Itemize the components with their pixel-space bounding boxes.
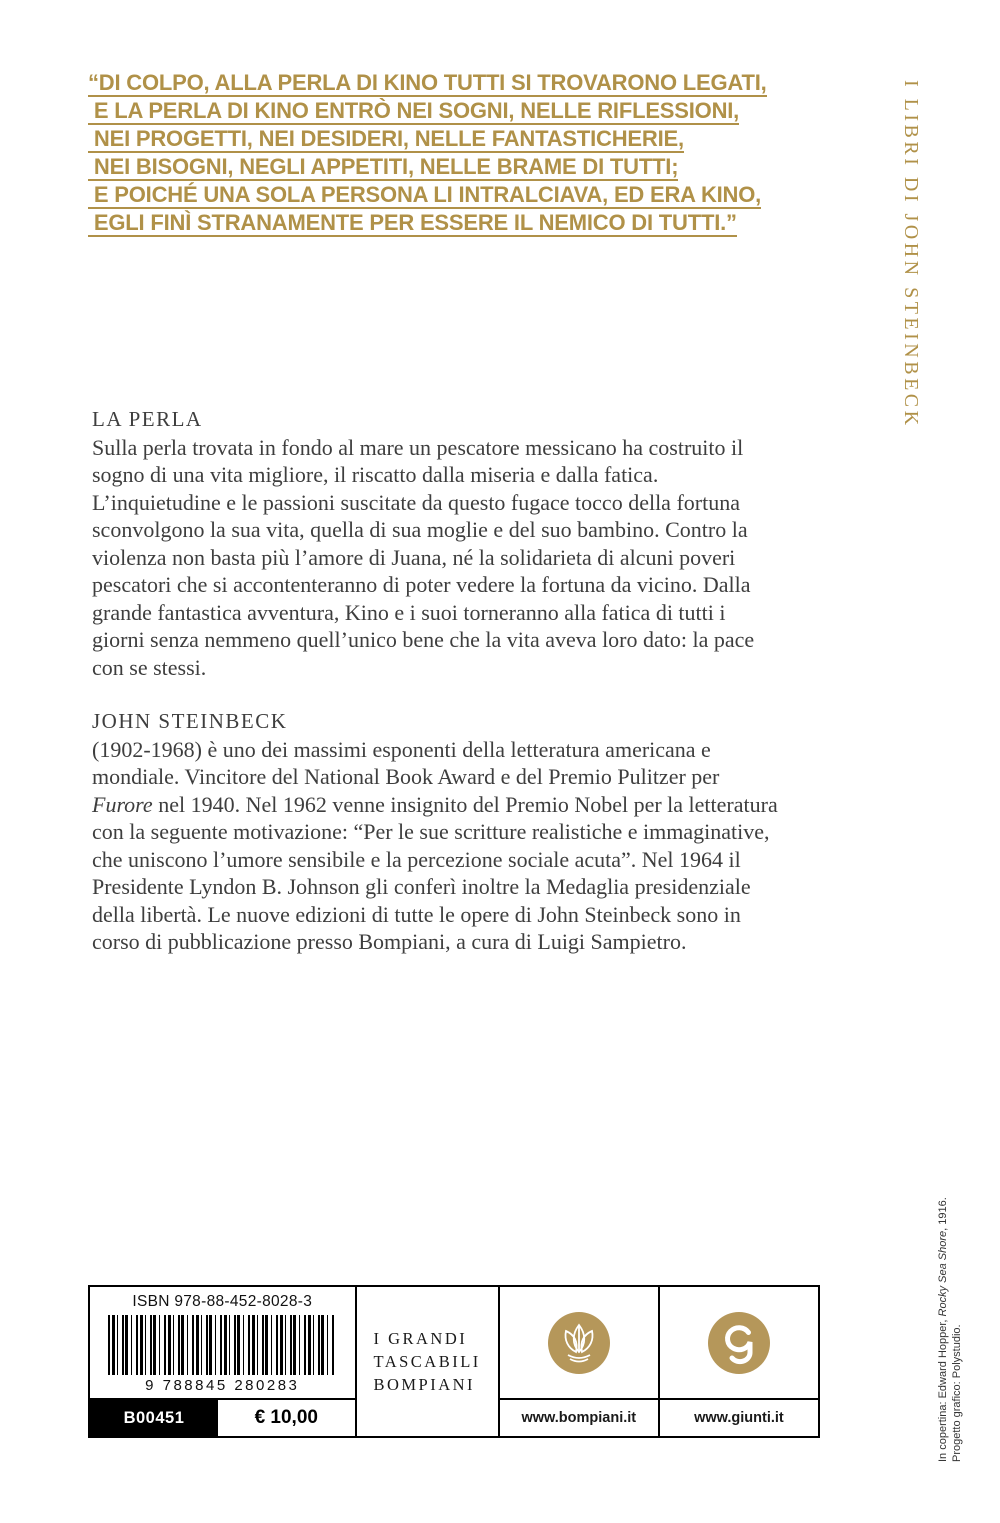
giunti-column (658, 1287, 818, 1436)
giunti-logo-area (660, 1287, 818, 1398)
isbn-label: ISBN 978-88-452-8028-3 (132, 1293, 313, 1310)
author-bio-pre: (1902-1968) è uno dei massimi esponenti della letteratura americana e mondiale. Vincitore del National Book Award e del Premio Pulitzer per (92, 736, 720, 789)
book-title: LA PERLA (92, 407, 203, 431)
imprint-line-1: I GRANDI (373, 1329, 468, 1348)
credits-line-1-pre: In copertina: Edward Hopper, (937, 1316, 949, 1462)
imprint-line-3: BOMPIANI (373, 1375, 476, 1394)
credits-artwork-title: Rocky Sea Shore (937, 1230, 949, 1317)
bompiani-logo-icon (548, 1312, 610, 1374)
isbn-column (90, 1287, 355, 1436)
credits-line-1 (936, 1184, 950, 1462)
book-synopsis: Sulla perla trovata in fondo al mare un pescatore messicano ha costruito il sogno di una vita migliore, il riscatto dalla miseria e dalla fatica. L’inquietudine e le passioni suscitate da questo fugace tocco della fortuna sconvolgono la sua vita, quella di sua moglie e del suo bambino. Contro la violenza non basta più l’amore di Juana, né la solidarieta di alcuni poveri pescatori che si accontenteranno di poter vedere la fortuna da vicino. Dalla grande fantastica avventura, Kino e i suoi torneranno alla fatica di tutti i giorni senza nemmeno quell’unico bene che la vita aveva loro dato: la pace con se stessi. (92, 434, 755, 680)
quote-line-5: E POICHÉ UNA SOLA PERSONA LI INTRALCIAVA, ED ERA KINO, (88, 182, 762, 207)
price-label: € 10,00 (254, 1407, 318, 1428)
series-spine-title: I LIBRI DI JOHN STEINBECK (900, 80, 922, 429)
quote-line-4: NEI BISOGNI, NEGLI APPETITI, NELLE BRAME DI TUTTI; (88, 154, 679, 179)
publisher-footer-box (88, 1285, 820, 1438)
quote-line-2: E LA PERLA DI KINO ENTRÒ NEI SOGNI, NELLE RIFLESSIONI, (88, 98, 740, 123)
cover-credits (936, 1184, 966, 1462)
author-name: JOHN STEINBECK (92, 709, 288, 733)
pull-quote (88, 72, 768, 240)
quote-line-3: NEI PROGETTI, NEI DESIDERI, NELLE FANTASTICHERIE, (88, 126, 684, 151)
quote-line-1: “DI COLPO, ALLA PERLA DI KINO TUTTI SI TROVARONO LEGATI, (88, 70, 767, 95)
catalog-code: B00451 (90, 1400, 218, 1436)
quote-line-6: EGLI FINÌ STRANAMENTE PER ESSERE IL NEMICO DI TUTTI.” (88, 210, 737, 235)
giunti-logo-icon (708, 1312, 770, 1374)
price-row (90, 1398, 355, 1436)
imprint-column (355, 1287, 498, 1436)
author-section (92, 708, 782, 956)
imprint-name (373, 1327, 480, 1396)
body-text (92, 406, 782, 956)
bompiani-url: www.bompiani.it (500, 1398, 658, 1436)
credits-line-2: Progetto grafico: Polystudio. (951, 1324, 963, 1462)
giunti-url: www.giunti.it (660, 1398, 818, 1436)
author-bio (92, 736, 782, 956)
bompiani-column (498, 1287, 658, 1436)
bompiani-logo-area (500, 1287, 658, 1398)
credits-line-1-post: , 1916. (937, 1197, 949, 1231)
barcode (108, 1315, 336, 1375)
author-bio-post: nel 1940. Nel 1962 venne insignito del Premio Nobel per la letteratura con la seguente motivazione: “Per le sue scritture realistiche e immaginative, che uniscono l’umore sensibile e la percezione sociale acuta”. Nel 1964 il Presidente Lyndon B. Johnson gli conferì inoltre la Medaglia presidenziale della libertà. Le nuove edizioni di tutte le opere di John Steinbeck sono in corso di pubblicazione presso Bompiani, a cura di Luigi Sampietro. (92, 791, 778, 954)
author-bio-italic-title: Furore (92, 791, 153, 817)
barcode-digits: 9 788845 280283 (145, 1377, 300, 1394)
imprint-line-2: TASCABILI (373, 1352, 481, 1371)
